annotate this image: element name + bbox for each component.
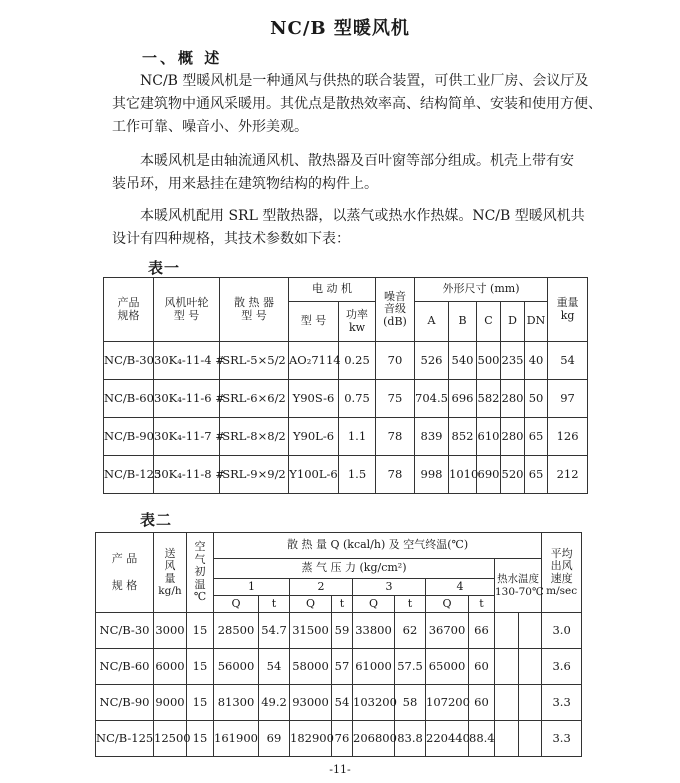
table-cell: AO₂7114 <box>289 342 339 380</box>
table-cell: 220440 <box>426 721 469 757</box>
paragraph-line: 工作可靠、噪音小、外形美观。 <box>112 119 308 135</box>
table-cell: 520 <box>501 456 525 494</box>
table-cell: 59 <box>332 613 353 649</box>
header-pressure-4: 4 <box>426 579 495 596</box>
table-cell: 3.3 <box>542 685 582 721</box>
table-cell: 12500 <box>154 721 187 757</box>
table-cell: 15 <box>187 685 214 721</box>
table-cell: 31500 <box>290 613 332 649</box>
header-fan: 风机叶轮 型 号 <box>154 278 220 342</box>
table-cell <box>495 649 519 685</box>
header-velocity: 平均 出风 速度 m/sec <box>542 533 582 613</box>
table-cell <box>519 613 542 649</box>
table-cell: 54 <box>548 342 588 380</box>
table-cell: 54.7 <box>259 613 290 649</box>
table-cell: 235 <box>501 342 525 380</box>
header-dim-dn: DN <box>525 302 548 342</box>
table-cell: 3.6 <box>542 649 582 685</box>
table-row <box>96 649 582 685</box>
header-airflow: 送 风 量 kg/h <box>154 533 187 613</box>
table-cell: 30K₄-11-8 # <box>154 456 220 494</box>
header-dim-a: A <box>415 302 449 342</box>
header-pressure-1: 1 <box>214 579 290 596</box>
table-cell: NC/B-60 <box>104 380 154 418</box>
table-cell: 93000 <box>290 685 332 721</box>
table-cell: 81300 <box>214 685 259 721</box>
table2-heat-output <box>95 532 582 757</box>
table-cell: 61000 <box>353 649 395 685</box>
header-hot-water: 热水温度 130-70℃ <box>495 559 542 613</box>
table-cell: SRL-8×8/2 <box>220 418 289 456</box>
table-cell: 83.8 <box>395 721 426 757</box>
table-cell: 696 <box>449 380 477 418</box>
paragraph-composition <box>112 150 612 196</box>
table-cell <box>519 721 542 757</box>
header-t: t <box>395 596 426 613</box>
table-cell: 1.1 <box>339 418 376 456</box>
table-cell: 998 <box>415 456 449 494</box>
table-cell <box>495 685 519 721</box>
table-cell: 54 <box>332 685 353 721</box>
table-cell <box>519 649 542 685</box>
table-cell: 1.5 <box>339 456 376 494</box>
header-q: Q <box>214 596 259 613</box>
table-cell: 58000 <box>290 649 332 685</box>
table-cell: 30K₄-11-6 # <box>154 380 220 418</box>
table-cell: 58 <box>395 685 426 721</box>
table-cell: SRL-9×9/2 <box>220 456 289 494</box>
table-cell: 500 <box>477 342 501 380</box>
header-dim-c: C <box>477 302 501 342</box>
table-cell: 582 <box>477 380 501 418</box>
header-q: Q <box>353 596 395 613</box>
header-pressure-2: 2 <box>290 579 353 596</box>
table1-label: 表一 <box>148 259 181 277</box>
table-cell: 28500 <box>214 613 259 649</box>
table-cell: 30K₄-11-7 # <box>154 418 220 456</box>
header-dim-b: B <box>449 302 477 342</box>
table-row <box>104 342 588 380</box>
header-spec: 产 品 规 格 <box>96 533 154 613</box>
header-t: t <box>259 596 290 613</box>
table1-specs <box>103 277 588 494</box>
table-cell: 280 <box>501 418 525 456</box>
table-cell: 0.25 <box>339 342 376 380</box>
table-cell: 60 <box>469 685 495 721</box>
table-cell: 1010 <box>449 456 477 494</box>
header-motor-model: 型 号 <box>289 302 339 342</box>
table-cell: 280 <box>501 380 525 418</box>
table-row <box>104 380 588 418</box>
table-cell <box>519 685 542 721</box>
table-cell: 182900 <box>290 721 332 757</box>
table1-header-row <box>104 278 588 302</box>
table-cell: 3.3 <box>542 721 582 757</box>
header-dimensions: 外形尺寸 (mm) <box>415 278 548 302</box>
header-q: Q <box>426 596 469 613</box>
table-cell: 76 <box>332 721 353 757</box>
table-cell: 78 <box>376 418 415 456</box>
table-cell: 3000 <box>154 613 187 649</box>
page-title: NC/B 型暖风机 <box>270 18 410 39</box>
table2-body <box>96 613 582 757</box>
table-cell: 62 <box>395 613 426 649</box>
table-cell: 49.2 <box>259 685 290 721</box>
table-cell: 70 <box>376 342 415 380</box>
header-weight: 重量 kg <box>548 278 588 342</box>
table-cell: 704.5 <box>415 380 449 418</box>
table-cell: 852 <box>449 418 477 456</box>
section-heading: 一、概 述 <box>142 49 223 67</box>
table-cell: 65 <box>525 418 548 456</box>
table-cell: 9000 <box>154 685 187 721</box>
table-cell: 15 <box>187 613 214 649</box>
table-cell: NC/B-125 <box>96 721 154 757</box>
table-cell: NC/B-90 <box>96 685 154 721</box>
table-cell: SRL-6×6/2 <box>220 380 289 418</box>
table-row <box>104 456 588 494</box>
page-number: -11- <box>329 763 351 776</box>
table-cell: 97 <box>548 380 588 418</box>
table-cell: Y100L-6 <box>289 456 339 494</box>
table-cell: 839 <box>415 418 449 456</box>
table-cell: 56000 <box>214 649 259 685</box>
header-motor-power: 功率 kw <box>339 302 376 342</box>
header-inlet-temp: 空 气 初 温 ℃ <box>187 533 214 613</box>
table-cell: 30K₄-11-4 # <box>154 342 220 380</box>
table-row <box>96 685 582 721</box>
table-cell: 15 <box>187 721 214 757</box>
header-q: Q <box>290 596 332 613</box>
table-row <box>96 721 582 757</box>
table-cell: 540 <box>449 342 477 380</box>
table-cell: 54 <box>259 649 290 685</box>
paragraph-line: 本暖风机是由轴流通风机、散热器及百叶窗等部分组成。机壳上带有安 <box>140 153 574 169</box>
header-t: t <box>332 596 353 613</box>
header-pressure-3: 3 <box>353 579 426 596</box>
table-cell: Y90L-6 <box>289 418 339 456</box>
table-cell: 78 <box>376 456 415 494</box>
header-heat-output: 散 热 量 Q (kcal/h) 及 空气终温(℃) <box>214 533 542 559</box>
paragraph-line: 设计有四种规格，其技术参数如下表： <box>112 231 350 247</box>
table-cell: 33800 <box>353 613 395 649</box>
table-cell: 88.4 <box>469 721 495 757</box>
table-cell <box>495 613 519 649</box>
header-spec: 产品 规格 <box>104 278 154 342</box>
table-cell: NC/B-60 <box>96 649 154 685</box>
table-cell: 107200 <box>426 685 469 721</box>
table-cell: 103200 <box>353 685 395 721</box>
table-cell: 40 <box>525 342 548 380</box>
table-row <box>96 613 582 649</box>
table-cell: 610 <box>477 418 501 456</box>
paragraph-line: 装吊环，用来悬挂在建筑物结构的构件上。 <box>112 176 378 192</box>
table-cell: 3.0 <box>542 613 582 649</box>
header-dim-d: D <box>501 302 525 342</box>
table-cell: NC/B-90 <box>104 418 154 456</box>
table-cell: 126 <box>548 418 588 456</box>
table1-body <box>104 342 588 494</box>
table-cell: 212 <box>548 456 588 494</box>
paragraph-intro <box>112 70 612 139</box>
table-cell: 526 <box>415 342 449 380</box>
table-cell: 57.5 <box>395 649 426 685</box>
paragraph-line: 其它建筑物中通风采暖用。其优点是散热效率高、结构简单、安装和使用方便、 <box>112 96 602 112</box>
header-steam-pressure: 蒸 气 压 力 (kg/cm²) <box>214 559 495 579</box>
table-cell: 75 <box>376 380 415 418</box>
header-t: t <box>469 596 495 613</box>
table-cell: 65000 <box>426 649 469 685</box>
table2-label: 表二 <box>140 511 173 529</box>
table-cell: NC/B-30 <box>104 342 154 380</box>
table-cell: NC/B-30 <box>96 613 154 649</box>
table-cell: 690 <box>477 456 501 494</box>
table-cell: 66 <box>469 613 495 649</box>
header-radiator: 散 热 器 型 号 <box>220 278 289 342</box>
table-row <box>104 418 588 456</box>
table-cell: 206800 <box>353 721 395 757</box>
table-cell: 69 <box>259 721 290 757</box>
table-cell: 6000 <box>154 649 187 685</box>
header-motor: 电 动 机 <box>289 278 376 302</box>
table-cell: 60 <box>469 649 495 685</box>
table-cell: 161900 <box>214 721 259 757</box>
header-noise: 噪音 音级 (dB) <box>376 278 415 342</box>
table-cell: NC/B-125 <box>104 456 154 494</box>
table-cell: 15 <box>187 649 214 685</box>
table-cell: 57 <box>332 649 353 685</box>
table-cell: 50 <box>525 380 548 418</box>
table-cell: 0.75 <box>339 380 376 418</box>
paragraph-line: NC/B 型暖风机是一种通风与供热的联合装置，可供工业厂房、会议厅及 <box>140 73 589 89</box>
table-cell: 36700 <box>426 613 469 649</box>
table-cell: Y90S-6 <box>289 380 339 418</box>
paragraph-line: 本暖风机配用 SRL 型散热器，以蒸气或热水作热媒。NC/B 型暖风机共 <box>140 208 585 224</box>
table-cell: SRL-5×5/2 <box>220 342 289 380</box>
paragraph-radiator <box>112 205 612 251</box>
table2-header-row <box>96 533 582 559</box>
table-cell: 65 <box>525 456 548 494</box>
table-cell <box>495 721 519 757</box>
